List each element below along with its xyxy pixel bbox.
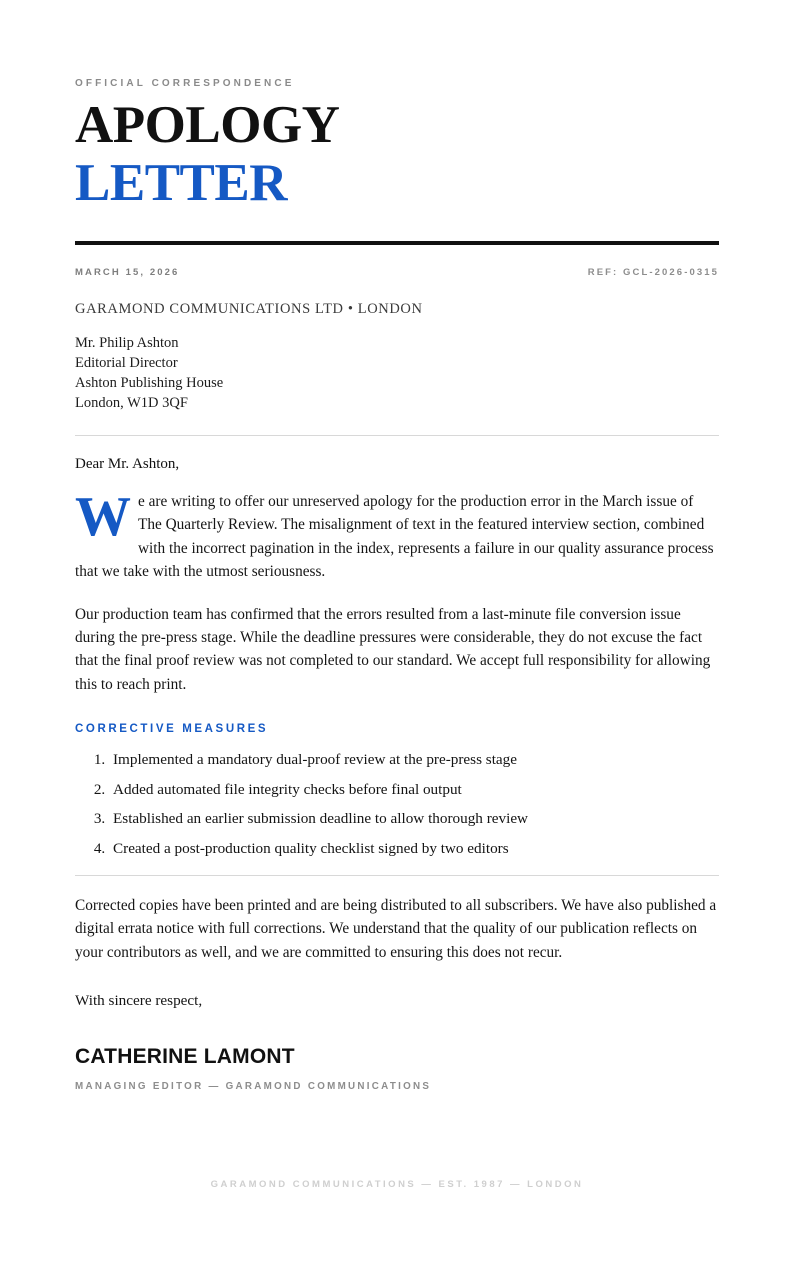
recipient-address: London, W1D 3QF bbox=[75, 395, 188, 411]
body-paragraph-1-text: e are writing to offer our unreserved apology for the production error in the March issue of The Quarterly Review. The misalignment of text in the featured interview section, combined with the incorrect pagination in the index, represents a failure in our quality assurance process that we take with the utmost seriousness. bbox=[75, 493, 714, 581]
closing-paragraph: Corrected copies have been printed and are being distributed to all subscribers. We have also published a digital errata notice with full corrections. We understand that the quality of our publication reflects on your contributors as well, and we are committed to ensuring this does not recur. bbox=[75, 896, 717, 961]
page-title bbox=[75, 96, 719, 212]
section-heading-corrective-measures: CORRECTIVE MEASURES bbox=[75, 723, 269, 736]
recipient-organization: Ashton Publishing House bbox=[75, 375, 224, 391]
recipient-block bbox=[75, 333, 719, 413]
signature-role: MANAGING EDITOR — GARAMOND COMMUNICATIONS bbox=[75, 1080, 432, 1092]
recipient-name: Mr. Philip Ashton bbox=[75, 335, 179, 351]
drop-cap: W bbox=[75, 486, 131, 548]
measures-divider bbox=[75, 875, 719, 876]
list-item: 1. Implemented a mandatory dual-proof review at the pre-press stage bbox=[109, 749, 719, 770]
body-paragraph-1 bbox=[75, 486, 719, 584]
recipient-title: Editorial Director bbox=[75, 355, 178, 371]
signoff: With sincere respect, bbox=[75, 991, 203, 1009]
salutation: Dear Mr. Ashton, bbox=[75, 456, 180, 472]
body-paragraph-2: Our production team has confirmed that the errors resulted from a last-minute file conversion issue during the pre-press stage. While the deadline pressures were considerable, they do not excuse the fact that the final proof review was not completed to our standard. We accept full responsibility for allowing this to reach print. bbox=[75, 605, 711, 693]
document-eyebrow: OFFICIAL CORRESPONDENCE bbox=[75, 78, 295, 89]
page-title-line-1: APOLOGY bbox=[75, 96, 340, 154]
list-item: 3. Established an earlier submission deadline to allow thorough review bbox=[109, 808, 719, 829]
list-item: 4. Created a post-production quality checklist signed by two editors bbox=[109, 838, 719, 859]
page-footer: GARAMOND COMMUNICATIONS — EST. 1987 — LONDON bbox=[210, 1179, 584, 1190]
header-divider bbox=[75, 241, 719, 245]
letter-date: MARCH 15, 2026 bbox=[75, 267, 180, 278]
address-divider bbox=[75, 435, 719, 436]
letter-content bbox=[75, 0, 719, 1092]
signature-name: CATHERINE LAMONT bbox=[75, 1044, 295, 1068]
sender-company: GARAMOND COMMUNICATIONS LTD • LONDON bbox=[75, 301, 423, 317]
page-title-line-2: LETTER bbox=[75, 154, 288, 212]
letter-reference: REF: GCL-2026-0315 bbox=[587, 267, 719, 278]
corrective-measures-list bbox=[75, 749, 719, 859]
list-item: 2. Added automated file integrity checks before final output bbox=[109, 779, 719, 800]
meta-row bbox=[75, 267, 719, 278]
